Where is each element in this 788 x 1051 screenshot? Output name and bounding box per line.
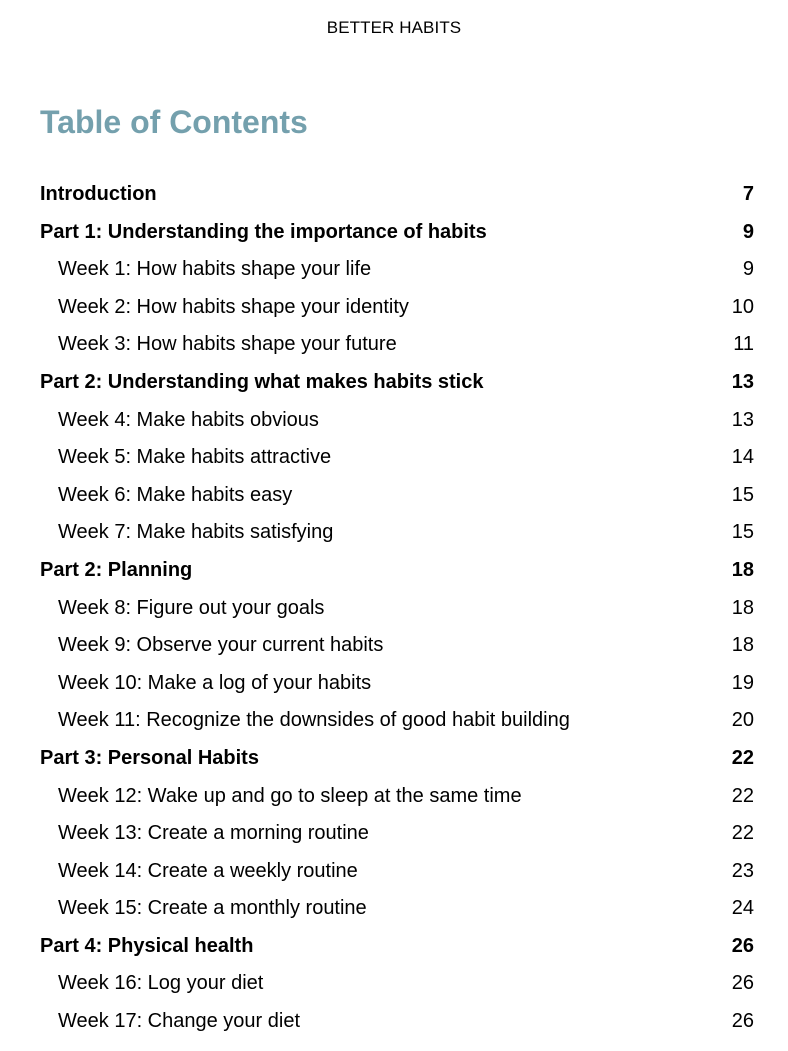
toc-week-entry[interactable] bbox=[40, 665, 754, 703]
toc-week-entry[interactable] bbox=[40, 627, 754, 665]
toc-entry-label: Part 1: Understanding the importance of habits bbox=[40, 220, 487, 243]
toc-entry-page-number: 11 bbox=[733, 333, 754, 356]
toc-entry-page-number: 15 bbox=[731, 521, 754, 544]
toc-entry-label: Week 1: How habits shape your life bbox=[58, 258, 372, 281]
toc-entry-page-number: 26 bbox=[731, 934, 754, 957]
toc-week-entry[interactable] bbox=[40, 890, 754, 928]
toc-entry-page-number: 10 bbox=[731, 295, 754, 318]
toc-entry-page-number: 13 bbox=[731, 370, 754, 393]
toc-entry-label: Week 10: Make a log of your habits bbox=[58, 671, 372, 694]
toc-entry-label: Week 3: How habits shape your future bbox=[58, 333, 397, 356]
toc-entry-label: Week 15: Create a monthly routine bbox=[58, 897, 367, 920]
toc-week-entry[interactable] bbox=[40, 965, 754, 1003]
toc-entry-label: Week 2: How habits shape your identity bbox=[58, 295, 409, 318]
toc-entry-page-number: 7 bbox=[742, 183, 754, 205]
toc-week-entry[interactable] bbox=[40, 251, 754, 289]
toc-week-entry[interactable] bbox=[40, 1003, 754, 1041]
toc-part-entry[interactable] bbox=[40, 364, 754, 402]
toc-entry-page-number: 22 bbox=[731, 784, 754, 807]
toc-entry-page-number: 18 bbox=[731, 558, 754, 581]
toc-entry-label: Week 14: Create a weekly routine bbox=[58, 859, 358, 882]
running-header: BETTER HABITS bbox=[326, 18, 462, 37]
toc-week-entry[interactable] bbox=[40, 815, 754, 853]
toc-week-entry[interactable] bbox=[40, 590, 754, 628]
toc-entry-page-number: 22 bbox=[731, 822, 754, 845]
toc-week-entry[interactable] bbox=[40, 514, 754, 552]
toc-entry-page-number: 19 bbox=[731, 671, 754, 694]
toc-entry-label: Week 16: Log your diet bbox=[58, 972, 264, 995]
toc-part-entry[interactable] bbox=[40, 552, 754, 590]
toc-part-entry[interactable] bbox=[40, 176, 754, 214]
toc-entry-label: Week 4: Make habits obvious bbox=[58, 408, 319, 431]
toc-entry-label: Week 5: Make habits attractive bbox=[58, 446, 332, 469]
toc-entry-label: Part 3: Personal Habits bbox=[40, 746, 259, 769]
page-title: Table of Contents bbox=[40, 104, 308, 140]
toc-week-entry[interactable] bbox=[40, 289, 754, 327]
toc-entry-page-number: 18 bbox=[731, 634, 754, 657]
toc-entry-page-number: 9 bbox=[742, 220, 754, 243]
toc-entry-page-number: 9 bbox=[742, 258, 754, 281]
toc-entry-label: Week 12: Wake up and go to sleep at the same time bbox=[58, 784, 522, 807]
toc-part-entry[interactable] bbox=[40, 214, 754, 252]
toc-entry-page-number: 22 bbox=[731, 746, 754, 769]
toc-week-entry[interactable] bbox=[40, 778, 754, 816]
toc-week-entry[interactable] bbox=[40, 402, 754, 440]
toc-entry-page-number: 23 bbox=[731, 859, 754, 882]
toc-week-entry[interactable] bbox=[40, 702, 754, 740]
toc-entry-page-number: 24 bbox=[731, 897, 754, 920]
toc-entry-label: Week 8: Figure out your goals bbox=[58, 596, 325, 619]
toc-entry-label: Part 4: Physical health bbox=[40, 934, 254, 957]
toc-entry-label: Week 17: Change your diet bbox=[58, 1010, 301, 1033]
toc-entry-page-number: 18 bbox=[731, 596, 754, 619]
toc-entry-label: Week 6: Make habits easy bbox=[58, 483, 293, 506]
table-of-contents bbox=[40, 176, 754, 1041]
toc-entry-label: Week 7: Make habits satisfying bbox=[58, 521, 334, 544]
toc-entry-label: Introduction bbox=[40, 183, 157, 205]
toc-entry-page-number: 26 bbox=[731, 972, 754, 995]
toc-entry-page-number: 20 bbox=[731, 709, 754, 732]
toc-week-entry[interactable] bbox=[40, 853, 754, 891]
toc-entry-page-number: 15 bbox=[731, 483, 754, 506]
toc-part-entry[interactable] bbox=[40, 928, 754, 966]
toc-entry-page-number: 13 bbox=[731, 408, 754, 431]
toc-entry-label: Part 2: Understanding what makes habits stick bbox=[40, 370, 484, 393]
toc-week-entry[interactable] bbox=[40, 439, 754, 477]
toc-week-entry[interactable] bbox=[40, 477, 754, 515]
toc-entry-page-number: 26 bbox=[731, 1010, 754, 1033]
toc-entry-page-number: 14 bbox=[731, 446, 754, 469]
toc-entry-label: Part 2: Planning bbox=[40, 558, 193, 581]
toc-entry-label: Week 13: Create a morning routine bbox=[58, 822, 369, 845]
toc-entry-label: Week 9: Observe your current habits bbox=[58, 634, 384, 657]
toc-part-entry[interactable] bbox=[40, 740, 754, 778]
toc-week-entry[interactable] bbox=[40, 326, 754, 364]
toc-entry-label: Week 11: Recognize the downsides of good habit building bbox=[58, 709, 570, 732]
